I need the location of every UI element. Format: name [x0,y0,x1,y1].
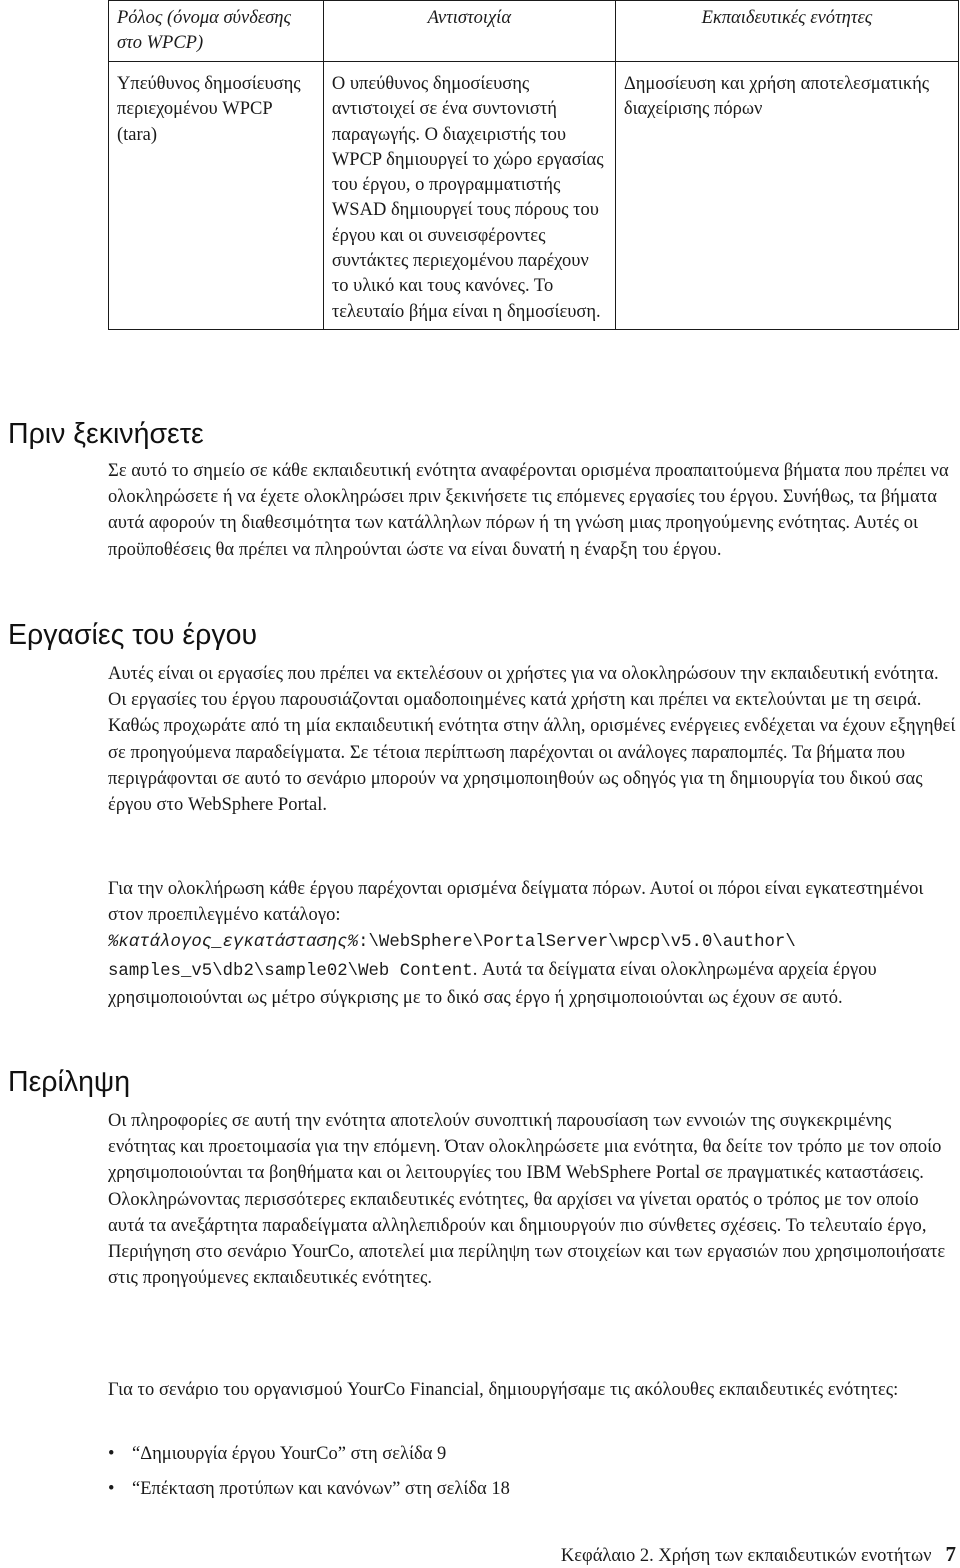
table-row [109,62,959,330]
before-you-start-text: Σε αυτό το σημείο σε κάθε εκπαιδευτική ενότητα αναφέρονται ορισμένα προαπαιτούμενα βήματα που πρέπει να ολοκληρώσετε ή να έχετε ολοκληρώσει πριν ξεκινήσετε τις επόμενες εργασίες του έργου. Συνήθως, τα βήματα αυτά αφορούν τη διαθεσιμότητα των κατάλληλων πόρων ή τη γνώση μιας προηγούμενης ενότητας. Αυτές οι προϋποθέσεις θα πρέπει να πληρούνται ώστε να είναι δυνατή η έναρξη του έργου. [108,461,949,560]
project-tasks-text: Αυτές είναι οι εργασίες που πρέπει να εκτελέσουν οι χρήστες για να ολοκληρώσουν την εκπαιδευτική ενότητα. Οι εργασίες του έργου παρουσιάζονται ομαδοποιημένες κατά χρήστη και πρέπει να εκτελούνται με τη σειρά. Καθώς προχωράτε από τη μία εκπαιδευτική ενότητα στην άλλη, ορισμένες ενέργειες ενδέχεται να έχουν εξηγηθεί σε προηγούμενα παραδείγματα. Σε τέτοια περίπτωση παρέχονται οι ανάλογες παραπομπές. Τα βήματα που περιγράφονται σε αυτό το σενάριο μπορούν να χρησιμοποιηθούν ως οδηγός για τη δημιουργία του δικού σας έργου στο WebSphere Portal. [108,664,956,816]
heading-before-you-start: Πριν ξεκινήσετε [8,418,204,450]
header-role: Ρόλος (όνομα σύνδεσης στο WPCP) [109,1,324,62]
sample-resources-text [108,876,958,1011]
scenario-text: Για το σενάριο του οργανισμού YourCo Financial, δημιουργήσαμε τις ακόλουθες εκπαιδευτικές ενότητες: [108,1380,899,1400]
bullet-icon: • [108,1444,115,1464]
heading-project-tasks: Εργασίες του έργου [8,619,258,651]
header-modules: Εκπαιδευτικές ενότητες [615,1,958,62]
page-number: 7 [945,1542,956,1566]
page-footer [561,1542,956,1568]
module-links-list [108,1437,510,1506]
heading-summary: Περίληψη [8,1066,131,1098]
bullet-icon: • [108,1478,115,1499]
list-item [108,1437,510,1472]
cell-modules: Δημοσίευση και χρήση αποτελεσματικής διαχείρισης πόρων [615,62,958,330]
sample-intro: Για την ολοκλήρωση κάθε έργου παρέχονται ορισμένα δείγματα πόρων. Αυτοί οι πόροι είναι εγκατεστημένοι στον προεπιλεγμένο κατάλογο: [108,879,924,926]
link-create-yourco-project[interactable]: “Δημιουργία έργου YourCo” στη σελίδα 9 [132,1444,447,1464]
sample-path-line1: :\WebSphere\PortalServer\wpcp\v5.0\author\ [358,933,796,953]
install-dir-variable: %κατάλογος_εγκατάστασης% [108,933,359,953]
header-mapping: Αντιστοιχία [323,1,615,62]
table-header-row [109,1,959,62]
cell-role: Υπεύθυνος δημοσίευσης περιεχομένου WPCP (tara) [109,62,324,330]
cell-mapping: Ο υπεύθυνος δημοσίευσης αντιστοιχεί σε ένα συντονιστή παραγωγής. Ο διαχειριστής του WPCP δημιουργεί το χώρο εργασίας του έργου, ο προγραμματιστής WSAD δημιουργεί τους πόρους του έργου και οι συνεισφέροντες συντάκτες περιεχομένου παρέχουν το υλικό και τους κανόνες. Το τελευταίο βήμα είναι η δημοσίευση. [323,62,615,330]
sample-path-line2: samples_v5\db2\sample02\Web Content [108,961,473,981]
sample-outro: . Αυτά τα δείγματα είναι ολοκληρωμένα αρχεία έργου χρησιμοποιούνται ως μέτρο σύγκρισης με το δικό σας έργο ή χρησιμοποιούνται ως έχουν σε αυτό. [108,959,877,1008]
footer-chapter: Κεφάλαιο 2. Χρήση των εκπαιδευτικών ενοτήτων [560,1546,932,1566]
summary-text: Οι πληροφορίες σε αυτή την ενότητα αποτελούν συνοπτική παρουσίαση των εννοιών της συγκεκριμένης ενότητας και προετοιμασία για την επόμενη. Όταν ολοκληρώσετε μια ενότητα, θα δείτε τον τρόπο με τον οποίο χρησιμοποιούνται τα βοηθήματα και οι λειτουργίες του IBM WebSphere Portal σε πραγματικές καταστάσεις. Ολοκληρώνοντας περισσότερες εκπαιδευτικές ενότητες, θα αρχίσει να γίνεται ορατός ο τρόπος με τον οποίο αυτά τα ανεξάρτητα παραδείγματα αλληλεπιδρούν και δημιουργούν πιο σύνθετες σχέσεις. Το τελευταίο έργο, Περιήγηση στο σενάριο YourCo, αποτελεί μια περίληψη των στοιχείων και των εργασιών που χρησιμοποιήσατε στις προηγούμενες εκπαιδευτικές ενότητες. [108,1111,946,1289]
link-extend-templates-rules[interactable]: “Επέκταση προτύπων και κανόνων” στη σελίδα 18 [132,1478,510,1499]
roles-table [108,0,959,330]
list-item [108,1472,510,1507]
